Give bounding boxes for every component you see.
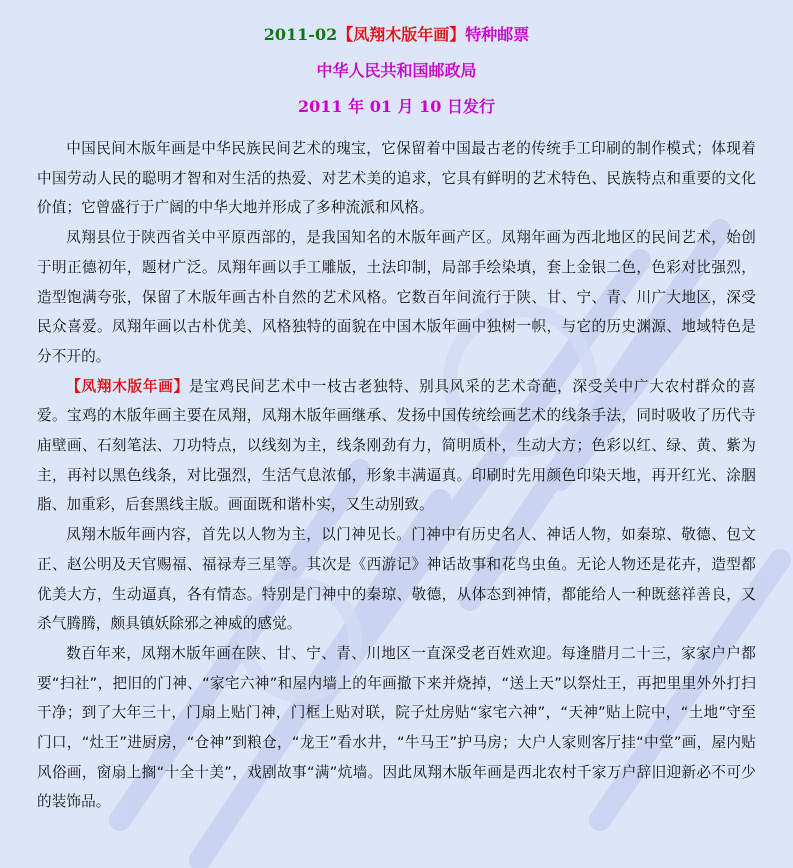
paragraph-text: 凤翔县位于陕西省关中平原西部的，是我国知名的木版年画产区。凤翔年画为西北地区的民间艺术，始创于明正德初年，题材广泛。凤翔年画以手工雕版，土法印制，局部手绘染填，套上金银二色，色彩对比强烈，造型饱满夸张，保留了木版年画古朴自然的艺术风格。它数百年间流行于陕、甘、宁、青、川广大地区，深受民众喜爱。凤翔年画以古朴优美、风格独特的面貌在中国木版年画中独树一帜，与它的历史渊源、地域特色是分不开的。	[37, 229, 756, 365]
stamp-type: 特种邮票	[465, 25, 530, 44]
body-paragraph	[37, 372, 756, 521]
body-paragraph	[37, 134, 756, 223]
stamp-name: 【凤翔木版年画】	[337, 25, 466, 44]
paragraph-text: 是宝鸡民间艺术中一枝古老独特、别具风采的艺术奇葩，深受关中广大农村群众的喜爱。宝鸡的木版年画主要在凤翔，凤翔木版年画继承、发扬中国传统绘画艺术的线条手法，同时吸收了历代寺庙壁画、石刻笔法、刀功特点，以线刻为主，线条刚劲有力，简明质朴，生动大方；色彩以红、绿、黄、紫为主，再衬以黑色线条，对比强烈，生活气息浓郁，形象丰满逼真。印刷时先用颜色印染天地，再开红光、涂胭脂、加重彩，后套黑线主版。画面既和谐朴实，又生动别致。	[37, 377, 756, 514]
paragraph-text: 中国民间木版年画是中华民族民间艺术的瑰宝，它保留着中国最古老的传统手工印刷的制作模式；体现着中国劳动人民的聪明才智和对生活的热爱、对艺术美的追求，它具有鲜明的艺术特色、民族特点和重要的文化价值；它曾盛行于广阔的中华大地并形成了多种流派和风格。	[37, 140, 756, 217]
body-paragraph	[37, 639, 756, 817]
issue-date-heading: 2011 年 01 月 10 日发行	[298, 97, 495, 116]
stamp-code: 2011-02	[263, 25, 338, 44]
paragraph-text: 数百年来，凤翔木版年画在陕、甘、宁、青、川地区一直深受老百姓欢迎。每逢腊月二十三，家家户户都要“扫社”，把旧的门神、“家宅六神”和屋内墙上的年画撤下来并烧掉，“送上天”以祭灶王，再把里里外外打扫干净；到了大年三十，门扇上贴门神，门框上贴对联，院子灶房贴“家宅六神”，“天神”贴上院中，“土地”守至门口，“灶王”进厨房，“仓神”到粮仓，“龙王”看水井，“牛马王”护马房；大户人家则客厅挂“中堂”画，屋内贴风俗画，窗扇上搁“十全十美”，戏剧故事“满”炕墙。因此凤翔木版年画是西北农村千家万户辞旧迎新必不可少的装饰品。	[37, 644, 756, 811]
body-paragraph	[37, 520, 756, 639]
paragraph-text: 凤翔木版年画内容，首先以人物为主，以门神见长。门神中有历史名人、神话人物，如秦琼、敬德、包文正、赵公明及天官赐福、福禄寿三星等。其次是《西游记》神话故事和花鸟虫鱼。无论人物还是花卉，造型都优美大方，生动逼真，各有情态。特别是门神中的秦琼、敬德，从体态到神情，都能给人一种既慈祥善良，又杀气腾腾，颇具镇妖除邪之神威的感觉。	[37, 526, 756, 633]
body-paragraph	[37, 223, 756, 372]
paragraph-highlight: 【凤翔木版年画】	[66, 377, 189, 395]
issuer-heading: 中华人民共和国邮政局	[316, 61, 477, 80]
stamp-title	[37, 20, 756, 50]
